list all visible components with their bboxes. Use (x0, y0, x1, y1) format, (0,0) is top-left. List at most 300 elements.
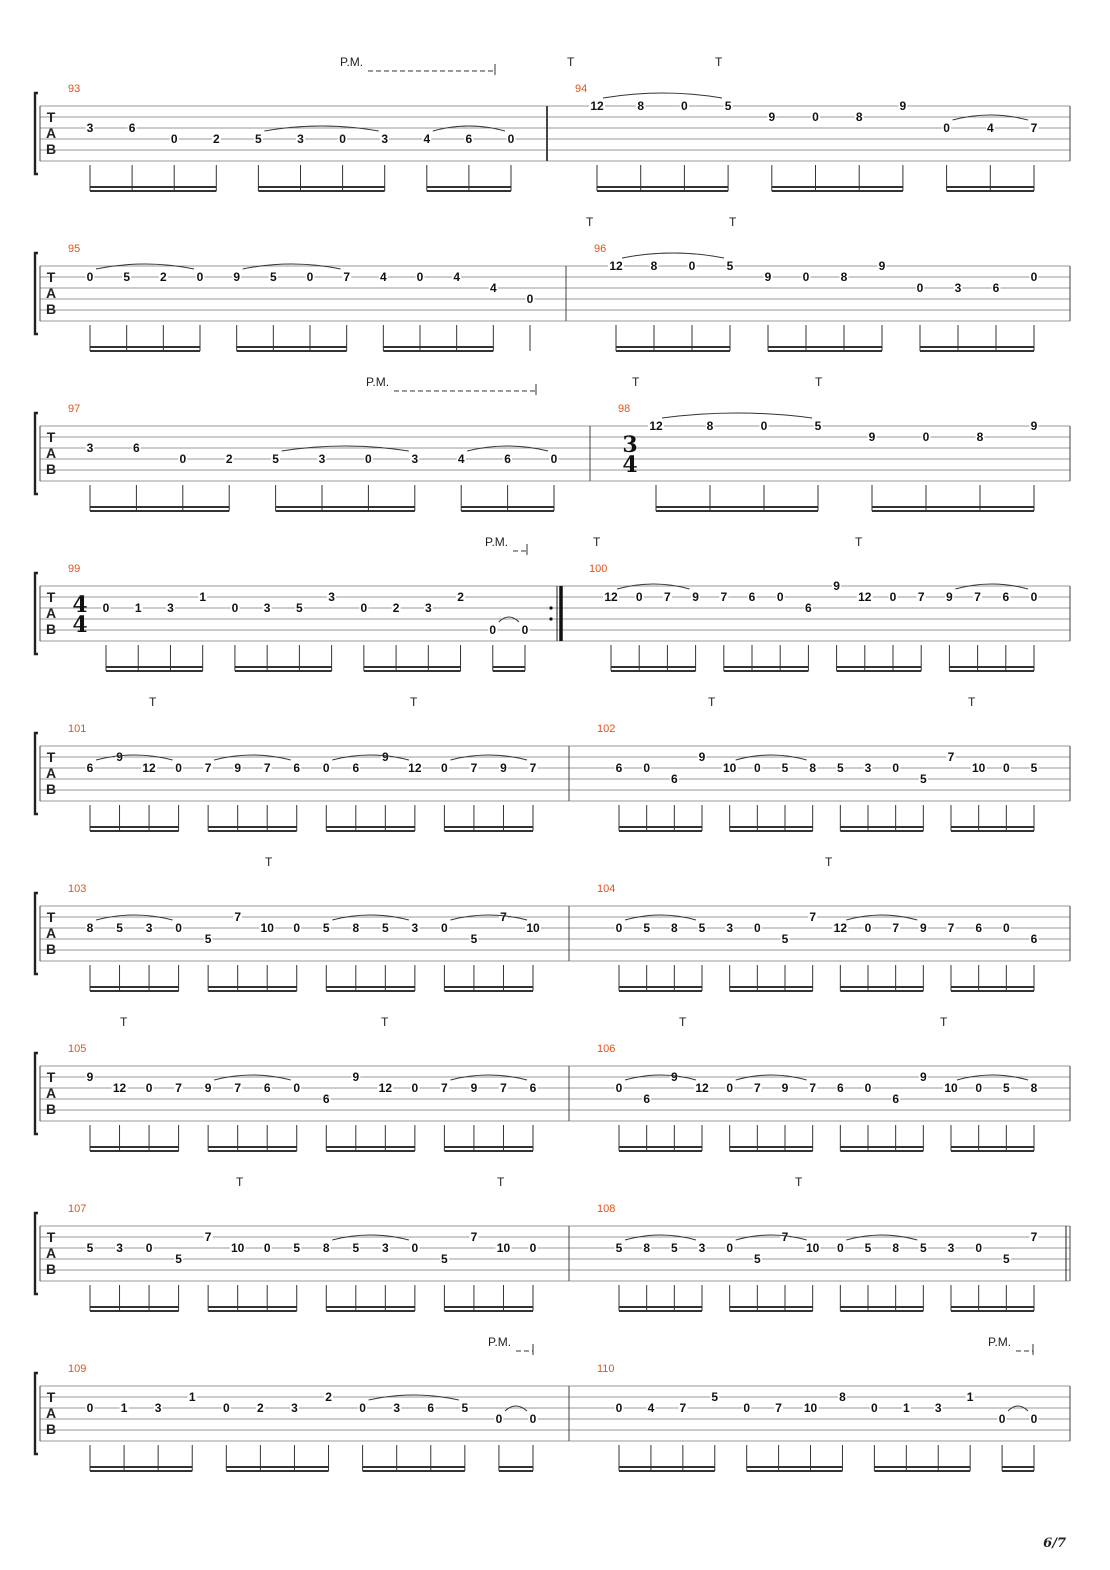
fret-number: 1 (966, 1390, 974, 1404)
tab-system (35, 55, 1070, 191)
measure-number: 109 (68, 1363, 87, 1375)
fret-number: 5 (175, 1252, 182, 1266)
fret-number: 0 (196, 270, 204, 284)
fret-number: 7 (892, 921, 900, 935)
fret-number: 9 (204, 1081, 212, 1095)
fret-number: 9 (919, 1070, 927, 1084)
fret-number: 7 (720, 590, 728, 604)
tap-label: T (968, 695, 976, 709)
fret-number: 0 (179, 452, 187, 466)
fret-number: 3 (154, 1401, 162, 1415)
tab-system (35, 1015, 1070, 1151)
fret-number: 5 (269, 270, 277, 284)
measure-number: 96 (594, 243, 607, 255)
system-bracket (35, 1373, 38, 1454)
fret-number: 9 (234, 761, 242, 775)
fret-number: 12 (833, 921, 848, 935)
tab-system (35, 695, 1070, 831)
fret-number: 1 (134, 601, 142, 615)
tab-clef-letter: B (45, 1421, 57, 1437)
fret-number: 7 (263, 761, 271, 775)
fret-number: 8 (322, 1241, 330, 1255)
fret-number: 7 (809, 910, 817, 924)
fret-number: 5 (724, 99, 732, 113)
fret-number: 3 (726, 921, 734, 935)
fret-number: 0 (263, 1241, 271, 1255)
fret-number: 3 (381, 1241, 389, 1255)
time-signature-bottom: 4 (72, 612, 88, 638)
fret-number: 0 (1030, 590, 1038, 604)
fret-number: 5 (293, 1241, 301, 1255)
fret-number: 1 (902, 1401, 910, 1415)
fret-number: 5 (1002, 1081, 1010, 1095)
fret-number: 10 (805, 1241, 820, 1255)
measure-number: 101 (68, 723, 87, 735)
tap-label: T (940, 1015, 948, 1029)
fret-number: 0 (441, 921, 448, 935)
fret-number: 10 (230, 1241, 245, 1255)
tap-label: T (715, 55, 723, 69)
fret-number: 7 (470, 761, 478, 775)
tap-label: T (825, 855, 833, 869)
fret-number: 0 (943, 121, 950, 135)
tab-system (35, 375, 1070, 511)
fret-number: 0 (812, 110, 819, 124)
fret-number: 5 (814, 419, 822, 433)
tab-clef-letter: T (46, 1069, 56, 1085)
fret-number: 12 (378, 1081, 393, 1095)
fret-number: 9 (899, 99, 907, 113)
fret-number: 5 (919, 1241, 927, 1255)
fret-number: 7 (234, 1081, 242, 1095)
fret-number: 0 (521, 623, 529, 637)
fret-number: 8 (637, 99, 645, 113)
fret-number: 5 (461, 1401, 469, 1415)
system-bracket (35, 573, 38, 654)
system-bracket (35, 893, 38, 974)
fret-number: 3 (145, 921, 153, 935)
fret-number: 6 (293, 761, 301, 775)
tab-clef-letter: B (45, 621, 57, 637)
tap-label: T (120, 1015, 128, 1029)
tap-label: T (586, 215, 594, 229)
fret-number: 0 (681, 99, 688, 113)
tab-clef-letter: A (45, 445, 57, 461)
tab-clef-letter: T (46, 269, 56, 285)
fret-number: 0 (416, 270, 424, 284)
fret-number: 4 (423, 132, 431, 146)
fret-number: 7 (470, 1230, 478, 1244)
fret-number: 0 (489, 623, 497, 637)
fret-number: 0 (339, 132, 346, 146)
measure-number: 93 (68, 83, 81, 95)
tab-clef-letter: T (46, 429, 56, 445)
tab-clef-letter: B (45, 141, 57, 157)
tab-clef-letter: A (45, 925, 57, 941)
fret-number: 0 (743, 1401, 751, 1415)
measure-number: 98 (618, 403, 631, 415)
tab-clef-letter: B (45, 941, 57, 957)
fret-number: 0 (760, 419, 768, 433)
fret-number: 5 (296, 601, 303, 615)
fret-number: 0 (222, 1401, 230, 1415)
system-bracket (35, 93, 38, 174)
fret-number: 0 (170, 132, 178, 146)
fret-number: 10 (803, 1401, 818, 1415)
fret-number: 0 (922, 430, 930, 444)
tab-clef-letter: T (46, 749, 56, 765)
tap-label: T (593, 535, 601, 549)
fret-number: 9 (833, 579, 840, 593)
fret-number: 3 (318, 452, 326, 466)
fret-number: 7 (974, 590, 981, 604)
system-bracket (35, 733, 38, 814)
fret-number: 1 (120, 1401, 128, 1415)
measure-number: 99 (68, 563, 81, 575)
measure-number: 100 (589, 563, 608, 575)
fret-number: 6 (892, 1092, 900, 1106)
fret-number: 10 (971, 761, 986, 775)
fret-number: 8 (892, 1241, 900, 1255)
fret-number: 10 (496, 1241, 511, 1255)
fret-number: 5 (919, 772, 927, 786)
slur (662, 413, 812, 418)
fret-number: 5 (470, 932, 478, 946)
fret-number: 6 (615, 761, 623, 775)
tap-label: T (410, 695, 418, 709)
fret-number: 0 (615, 1401, 623, 1415)
fret-number: 5 (781, 761, 789, 775)
fret-number: 3 (864, 761, 872, 775)
fret-number: 5 (836, 761, 844, 775)
fret-number: 5 (441, 1252, 448, 1266)
fret-number: 9 (919, 921, 927, 935)
fret-number: 7 (441, 1081, 448, 1095)
fret-number: 4 (489, 281, 497, 295)
fret-number: 12 (112, 1081, 127, 1095)
fret-number: 6 (504, 452, 511, 466)
tab-clef-letter: T (46, 909, 56, 925)
fret-number: 0 (441, 761, 448, 775)
fret-number: 0 (293, 1081, 301, 1095)
fret-number: 0 (802, 270, 810, 284)
fret-number: 5 (322, 921, 330, 935)
tab-clef-letter: B (45, 461, 57, 477)
fret-number: 6 (465, 132, 473, 146)
fret-number: 9 (116, 750, 123, 764)
fret-number: 0 (1002, 921, 1010, 935)
fret-number: 4 (986, 121, 994, 135)
fret-number: 0 (145, 1241, 153, 1255)
measure-number: 97 (68, 403, 81, 415)
fret-number: 10 (722, 761, 737, 775)
fret-number: 5 (615, 1241, 623, 1255)
fret-number: 12 (695, 1081, 709, 1095)
fret-number: 0 (1030, 1412, 1038, 1426)
fret-number: 2 (392, 601, 400, 615)
fret-number: 6 (263, 1081, 271, 1095)
fret-number: 0 (688, 259, 696, 273)
tap-label: T (632, 375, 640, 389)
fret-number: 0 (615, 1081, 623, 1095)
fret-number: 0 (1002, 761, 1010, 775)
fret-number: 9 (352, 1070, 360, 1084)
fret-number: 7 (175, 1081, 182, 1095)
fret-number: 2 (225, 452, 233, 466)
fret-number: 1 (199, 590, 207, 604)
fret-number: 7 (204, 1230, 212, 1244)
fret-number: 9 (781, 1081, 789, 1095)
measure-number: 94 (575, 83, 588, 95)
fret-number: 12 (408, 761, 422, 775)
tap-label: T (265, 855, 273, 869)
fret-number: 0 (753, 761, 761, 775)
fret-number: 6 (643, 1092, 651, 1106)
tab-clef-letter: B (45, 1101, 57, 1117)
fret-number: 0 (998, 1412, 1006, 1426)
fret-number: 6 (352, 761, 360, 775)
fret-number: 7 (947, 750, 955, 764)
fret-number: 7 (234, 910, 242, 924)
fret-number: 0 (507, 132, 515, 146)
fret-number: 9 (470, 1081, 478, 1095)
fret-number: 0 (411, 1081, 419, 1095)
tab-clef-letter: A (45, 1085, 57, 1101)
fret-number: 2 (325, 1390, 332, 1404)
system-bracket (35, 253, 38, 334)
palm-mute-label: P.M. (485, 535, 509, 549)
fret-number: 0 (726, 1241, 734, 1255)
fret-number: 3 (116, 1241, 123, 1255)
fret-number: 3 (291, 1401, 298, 1415)
fret-number: 5 (255, 132, 262, 146)
palm-mute-label: P.M. (488, 1335, 512, 1349)
tab-system (35, 855, 1070, 991)
fret-number: 5 (711, 1390, 719, 1404)
fret-number: 5 (753, 1252, 761, 1266)
fret-number: 5 (272, 452, 279, 466)
fret-number: 12 (142, 761, 156, 775)
fret-number: 12 (858, 590, 872, 604)
fret-number: 9 (868, 430, 876, 444)
fret-number: 3 (393, 1401, 401, 1415)
tap-label: T (497, 1175, 505, 1189)
fret-number: 10 (944, 1081, 958, 1095)
fret-number: 5 (670, 1241, 678, 1255)
fret-number: 0 (892, 761, 900, 775)
fret-number: 0 (753, 921, 761, 935)
palm-mute-label: P.M. (340, 55, 364, 69)
fret-number: 12 (609, 259, 623, 273)
time-signature-top: 3 (622, 432, 638, 458)
fret-number: 6 (133, 441, 140, 455)
tab-clef-letter: A (45, 765, 57, 781)
fret-number: 5 (643, 921, 651, 935)
fret-number: 0 (889, 590, 897, 604)
fret-number: 3 (947, 1241, 955, 1255)
fret-number: 5 (1030, 761, 1038, 775)
fret-number: 3 (263, 601, 271, 615)
fret-number: 8 (976, 430, 984, 444)
tap-label: T (855, 535, 863, 549)
fret-number: 3 (954, 281, 962, 295)
fret-number: 7 (343, 270, 351, 284)
fret-number: 7 (204, 761, 212, 775)
fret-number: 5 (726, 259, 734, 273)
fret-number: 0 (293, 921, 301, 935)
fret-number: 12 (590, 99, 604, 113)
page-number: 6/7 (1043, 1536, 1066, 1551)
tab-clef-letter: B (45, 781, 57, 797)
fret-number: 0 (864, 1081, 872, 1095)
fret-number: 8 (86, 921, 94, 935)
tap-label: T (795, 1175, 803, 1189)
fret-number: 0 (322, 761, 330, 775)
fret-number: 0 (643, 761, 651, 775)
fret-number: 6 (836, 1081, 844, 1095)
tab-clef-letter: A (45, 125, 57, 141)
fret-number: 0 (526, 292, 534, 306)
fret-number: 6 (86, 761, 94, 775)
measure-number: 104 (597, 883, 616, 895)
fret-number: 5 (123, 270, 131, 284)
fret-number: 5 (381, 921, 389, 935)
fret-number: 3 (411, 452, 419, 466)
fret-number: 6 (748, 590, 756, 604)
system-bracket (35, 413, 38, 494)
fret-number: 6 (128, 121, 136, 135)
measure-number: 103 (68, 883, 87, 895)
repeat-dot (549, 617, 552, 620)
fret-number: 9 (878, 259, 886, 273)
tab-system (35, 215, 1070, 351)
fret-number: 3 (698, 1241, 706, 1255)
fret-number: 8 (706, 419, 714, 433)
fret-number: 7 (753, 1081, 761, 1095)
fret-number: 0 (529, 1412, 537, 1426)
fret-number: 6 (975, 921, 983, 935)
fret-number: 0 (365, 452, 372, 466)
fret-number: 3 (411, 921, 419, 935)
fret-number: 7 (809, 1081, 817, 1095)
fret-number: 6 (322, 1092, 330, 1106)
fret-number: 7 (1030, 121, 1038, 135)
tab-clef-letter: A (45, 285, 57, 301)
fret-number: 0 (495, 1412, 503, 1426)
fret-number: 3 (424, 601, 432, 615)
tab-clef-letter: T (46, 109, 56, 125)
fret-number: 8 (839, 1390, 846, 1404)
fret-number: 2 (457, 590, 464, 604)
fret-number: 8 (650, 259, 658, 273)
tab-system (35, 535, 1070, 671)
fret-number: 0 (360, 601, 368, 615)
fret-number: 7 (781, 1230, 789, 1244)
fret-number: 5 (864, 1241, 872, 1255)
fret-number: 3 (934, 1401, 942, 1415)
fret-number: 5 (698, 921, 706, 935)
fret-number: 7 (500, 910, 507, 924)
fret-number: 7 (679, 1401, 687, 1415)
tap-label: T (236, 1175, 244, 1189)
fret-number: 0 (175, 761, 182, 775)
fret-number: 8 (643, 1241, 651, 1255)
tab-system (35, 1175, 1070, 1311)
tab-clef-letter: T (46, 1229, 56, 1245)
fret-number: 4 (457, 452, 465, 466)
fret-number: 3 (86, 441, 94, 455)
fret-number: 8 (840, 270, 848, 284)
fret-number: 9 (1030, 419, 1038, 433)
fret-number: 0 (1030, 270, 1038, 284)
fret-number: 0 (102, 601, 110, 615)
fret-number: 0 (871, 1401, 878, 1415)
fret-number: 2 (159, 270, 167, 284)
fret-number: 7 (775, 1401, 782, 1415)
fret-number: 12 (649, 419, 663, 433)
fret-number: 9 (946, 590, 953, 604)
fret-number: 9 (698, 750, 706, 764)
fret-number: 8 (855, 110, 863, 124)
fret-number: 5 (86, 1241, 94, 1255)
fret-number: 0 (550, 452, 558, 466)
fret-number: 0 (86, 1401, 94, 1415)
fret-number: 3 (328, 590, 335, 604)
fret-number: 4 (453, 270, 461, 284)
system-bracket (35, 1053, 38, 1134)
fret-number: 2 (212, 132, 220, 146)
fret-number: 7 (500, 1081, 507, 1095)
fret-number: 6 (992, 281, 1000, 295)
fret-number: 6 (529, 1081, 537, 1095)
fret-number: 0 (975, 1241, 983, 1255)
measure-number: 105 (68, 1043, 87, 1055)
fret-number: 8 (1030, 1081, 1038, 1095)
fret-number: 6 (1030, 932, 1038, 946)
fret-number: 0 (529, 1241, 537, 1255)
tab-system (35, 1335, 1070, 1471)
tap-label: T (708, 695, 716, 709)
fret-number: 8 (670, 921, 678, 935)
tab-clef-letter: A (45, 1405, 57, 1421)
tap-label: T (679, 1015, 687, 1029)
measure-number: 106 (597, 1043, 616, 1055)
fret-number: 7 (1030, 1230, 1038, 1244)
fret-number: 7 (917, 590, 925, 604)
fret-number: 3 (86, 121, 94, 135)
fret-number: 9 (381, 750, 389, 764)
fret-number: 0 (145, 1081, 153, 1095)
tap-label: T (567, 55, 575, 69)
fret-number: 5 (204, 932, 212, 946)
measure-number: 102 (597, 723, 616, 735)
fret-number: 10 (260, 921, 274, 935)
fret-number: 0 (175, 921, 182, 935)
fret-number: 9 (500, 761, 507, 775)
tab-clef-letter: B (45, 301, 57, 317)
fret-number: 0 (231, 601, 239, 615)
fret-number: 5 (1002, 1252, 1010, 1266)
fret-number: 0 (86, 270, 94, 284)
palm-mute-label: P.M. (988, 1335, 1012, 1349)
fret-number: 12 (604, 590, 618, 604)
fret-number: 1 (188, 1390, 196, 1404)
tab-clef-letter: T (46, 1389, 56, 1405)
fret-number: 0 (306, 270, 314, 284)
fret-number: 0 (836, 1241, 844, 1255)
fret-number: 9 (86, 1070, 94, 1084)
fret-number: 3 (381, 132, 389, 146)
